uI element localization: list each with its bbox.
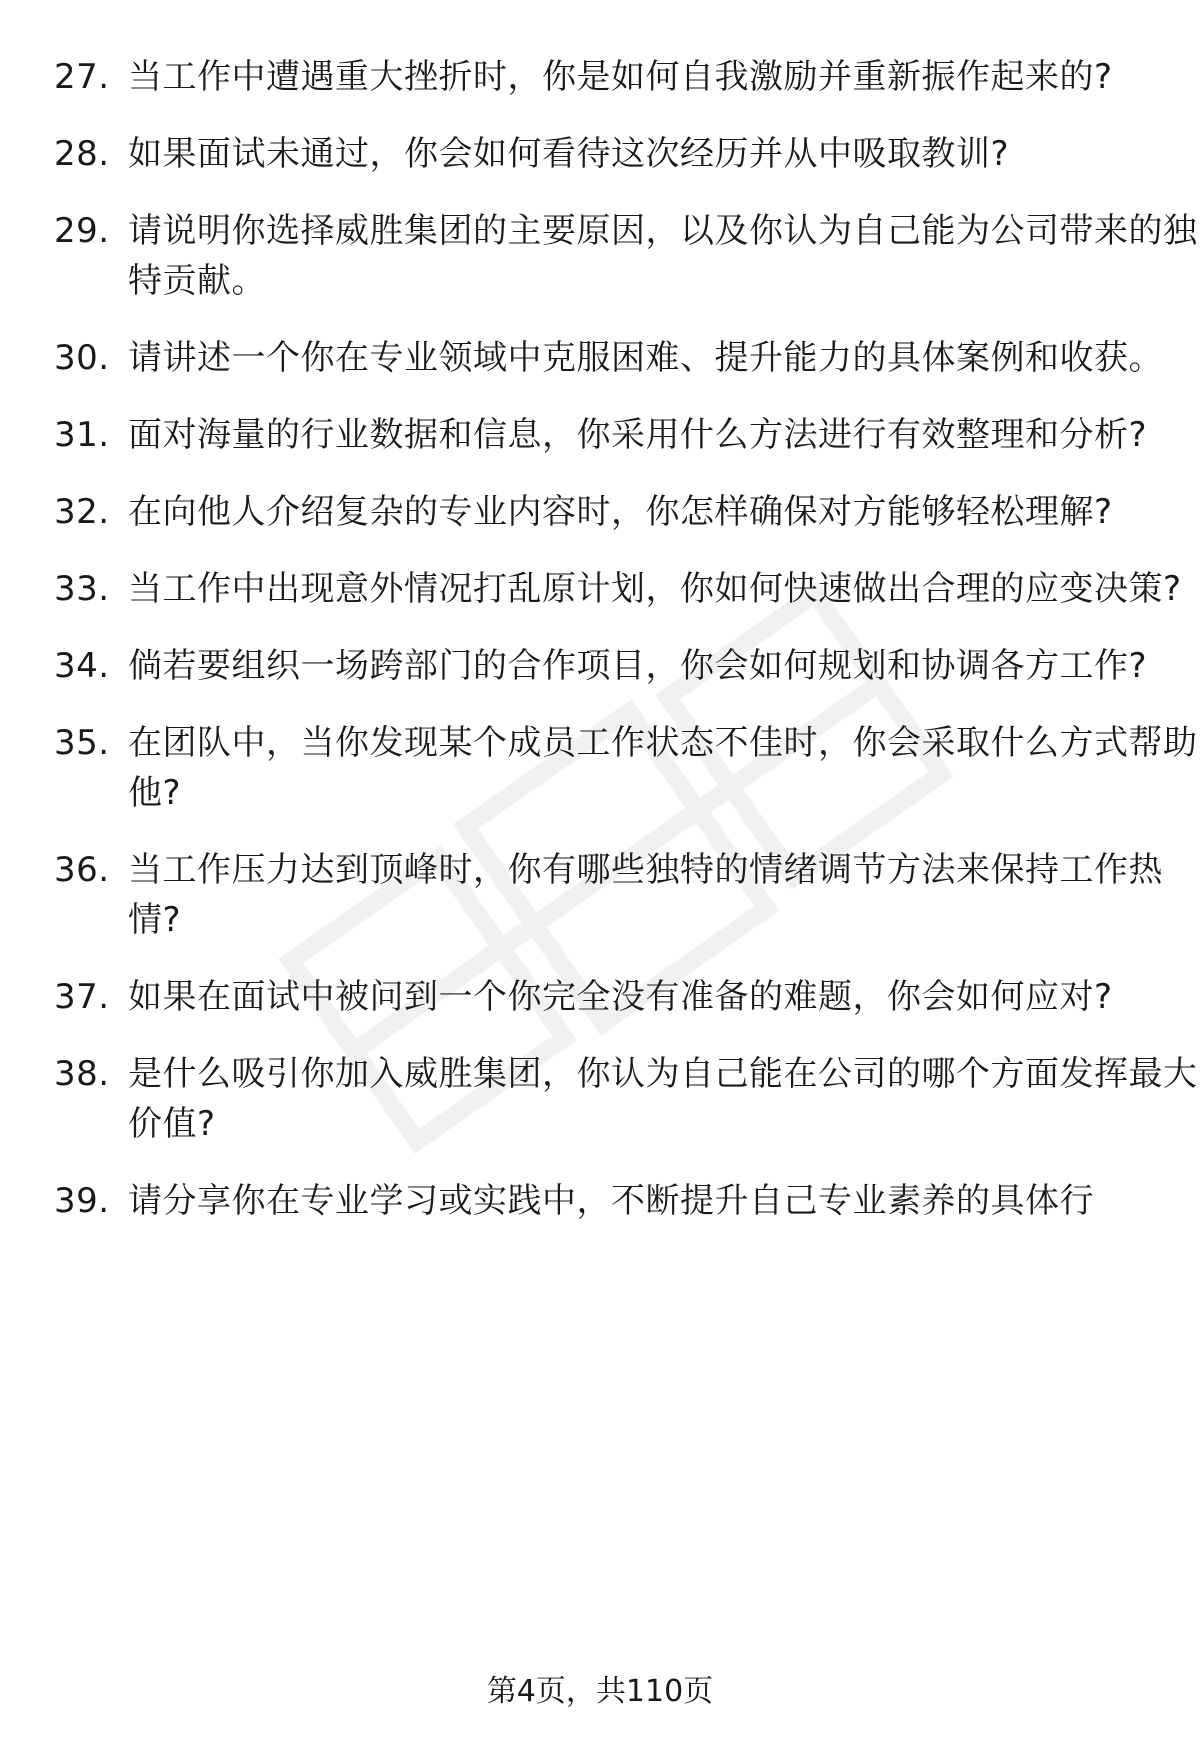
question-text: 是什么吸引你加入威胜集团，你认为自己能在公司的哪个方面发挥最大价值? — [128, 1054, 1198, 1144]
question-text: 如果在面试中被问到一个你完全没有准备的难题，你会如何应对? — [128, 977, 1113, 1017]
question-text: 请讲述一个你在专业领域中克服困难、提升能力的具体案例和收获。 — [128, 338, 1163, 378]
page-footer: 第4页，共110页 — [486, 1674, 714, 1709]
question-number: 38. — [54, 1054, 110, 1094]
question-item — [54, 1176, 1154, 1226]
question-number: 28. — [54, 134, 110, 174]
question-number: 27. — [54, 57, 110, 97]
question-number: 29. — [54, 211, 110, 251]
question-text: 请说明你选择威胜集团的主要原因，以及你认为自己能为公司带来的独特贡献。 — [128, 211, 1198, 301]
question-text: 请分享你在专业学习或实践中，不断提升自己专业素养的具体行 — [128, 1181, 1094, 1221]
question-text: 倘若要组织一场跨部门的合作项目，你会如何规划和协调各方工作? — [128, 646, 1148, 686]
question-item — [54, 845, 1163, 945]
question-item — [54, 718, 1198, 818]
question-text: 如果面试未通过，你会如何看待这次经历并从中吸取教训? — [128, 134, 1010, 174]
question-list — [54, 52, 1198, 1253]
question-item — [54, 410, 1154, 460]
question-number: 35. — [54, 723, 110, 763]
question-number: 36. — [54, 850, 110, 890]
question-text: 在团队中，当你发现某个成员工作状态不佳时，你会采取什么方式帮助他? — [128, 723, 1198, 813]
question-text: 在向他人介绍复杂的专业内容时，你怎样确保对方能够轻松理解? — [128, 492, 1113, 532]
question-item — [54, 52, 1154, 102]
question-item — [54, 1049, 1198, 1149]
question-item — [54, 129, 1154, 179]
question-number: 34. — [54, 646, 110, 686]
question-item — [54, 641, 1154, 691]
question-number: 37. — [54, 977, 110, 1017]
question-number: 32. — [54, 492, 110, 532]
question-text: 当工作中遭遇重大挫折时，你是如何自我激励并重新振作起来的? — [128, 57, 1113, 97]
question-item — [54, 206, 1198, 306]
question-item — [54, 333, 1163, 383]
question-number: 39. — [54, 1181, 110, 1221]
question-number: 31. — [54, 415, 110, 455]
question-item — [54, 564, 1182, 614]
question-number: 30. — [54, 338, 110, 378]
question-number: 33. — [54, 569, 110, 609]
question-text: 当工作压力达到顶峰时，你有哪些独特的情绪调节方法来保持工作热情? — [128, 850, 1163, 940]
question-text: 当工作中出现意外情况打乱原计划，你如何快速做出合理的应变决策? — [128, 569, 1182, 609]
question-item — [54, 487, 1154, 537]
question-item — [54, 972, 1154, 1022]
question-text: 面对海量的行业数据和信息，你采用什么方法进行有效整理和分析? — [128, 415, 1148, 455]
